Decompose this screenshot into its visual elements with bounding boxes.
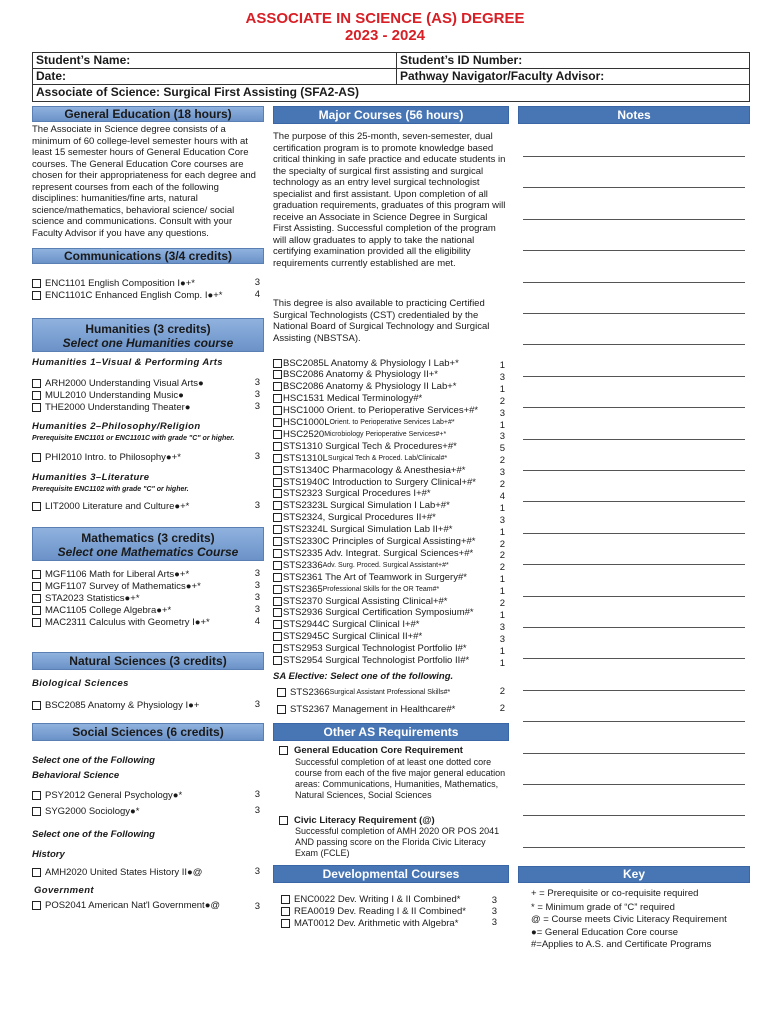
checkbox[interactable]	[32, 791, 41, 800]
list-item[interactable]: STS2330C Principles of Surgical Assisting+#*	[273, 536, 475, 548]
notes-heading: Notes	[518, 106, 750, 124]
checkbox[interactable]	[273, 406, 282, 415]
checkbox[interactable]	[273, 656, 282, 665]
checkbox[interactable]	[281, 919, 290, 928]
list-item[interactable]: STS2335 Adv. Integrat. Surgical Sciences+#*	[273, 547, 473, 559]
list-item[interactable]: HSC1000L Orient. to Perioperative Services Lab+#*	[273, 417, 455, 429]
checkbox[interactable]	[32, 701, 41, 710]
checkbox[interactable]	[32, 606, 41, 615]
note-line[interactable]	[523, 784, 745, 785]
list-item[interactable]: STS2361 The Art of Teamwork in Surgery#*	[273, 571, 467, 583]
checkbox[interactable]	[32, 618, 41, 627]
checkbox[interactable]	[277, 705, 286, 714]
note-line[interactable]	[523, 376, 745, 377]
note-line[interactable]	[523, 627, 745, 628]
student-id-field[interactable]: Student’s ID Number:	[400, 53, 523, 67]
list-item[interactable]: AMH2020 United States History II●@	[32, 866, 202, 878]
note-line[interactable]	[523, 721, 745, 722]
note-line[interactable]	[523, 815, 745, 816]
list-item[interactable]: MAT0012 Dev. Arithmetic with Algebra*	[281, 917, 458, 929]
mathematics-heading: Mathematics (3 credits) Select one Mathematics Course	[32, 527, 264, 561]
list-item[interactable]: BSC2086 Anatomy & Physiology II+*	[273, 369, 438, 381]
key-item: + = Prerequisite or co-requisite required	[531, 888, 699, 899]
note-line[interactable]	[523, 250, 745, 251]
checkbox[interactable]	[32, 807, 41, 816]
note-line[interactable]	[523, 439, 745, 440]
humanities-sub2: Humanities 2–Philosophy/Religion	[32, 421, 201, 432]
humanities-sub1: Humanities 1–Visual & Performing Arts	[32, 357, 223, 368]
list-item[interactable]: BSC2085L Anatomy & Physiology I Lab+*	[273, 357, 459, 369]
note-line[interactable]	[523, 533, 745, 534]
checkbox[interactable]	[273, 561, 282, 570]
list-item[interactable]: STS2944C Surgical Clinical I+#*	[273, 619, 420, 631]
list-item[interactable]: STS2954 Surgical Technologist Portfolio II#*	[273, 655, 469, 667]
page-year: 2023 - 2024	[344, 27, 426, 44]
checkbox[interactable]	[273, 382, 282, 391]
list-item[interactable]: ENC1101 English Composition I●+*	[32, 277, 195, 289]
list-item[interactable]: ARH2000 Understanding Visual Arts●	[32, 377, 204, 389]
gen-core-req-text: Successful completion of at least one dotted core course from each of the five major general education areas: Communications, Humanities, Mathematics, Natural Sciences, Social Sciences	[295, 757, 506, 800]
checkbox[interactable]	[279, 746, 288, 755]
list-item[interactable]: BSC2086 Anatomy & Physiology II Lab+*	[273, 381, 456, 393]
program-name: Associate of Science: Surgical First Assisting (SFA2-AS)	[36, 85, 359, 99]
checkbox[interactable]	[273, 585, 282, 594]
checkbox[interactable]	[273, 513, 282, 522]
social-sub3: Government	[34, 885, 94, 896]
checkbox[interactable]	[273, 597, 282, 606]
key-heading: Key	[518, 866, 750, 883]
checkbox[interactable]	[273, 537, 282, 546]
key-item: * = Minimum grade of “C” required	[531, 902, 675, 913]
advisor-field[interactable]: Pathway Navigator/Faculty Advisor:	[400, 69, 605, 83]
dev-heading: Developmental Courses	[273, 865, 509, 883]
list-item[interactable]: STS1940C Introduction to Surgery Clinical+#*	[273, 476, 476, 488]
list-item[interactable]: MUL2010 Understanding Music●	[32, 389, 184, 401]
natural-sciences-sub: Biological Sciences	[32, 678, 129, 689]
checkbox[interactable]	[32, 582, 41, 591]
list-item[interactable]: ENC1101C Enhanced English Comp. I●+*	[32, 289, 222, 301]
list-item[interactable]: STS1340C Pharmacology & Anesthesia+#*	[273, 464, 465, 476]
checkbox[interactable]	[273, 549, 282, 558]
key-item: #=Applies to A.S. and Certificate Programs	[531, 939, 712, 950]
note-line[interactable]	[523, 344, 745, 345]
list-item[interactable]: STS1310L Surgical Tech & Proced. Lab/Clinical#*	[273, 452, 447, 464]
note-line[interactable]	[523, 564, 745, 565]
checkbox[interactable]	[273, 418, 282, 427]
note-line[interactable]	[523, 219, 745, 220]
checkbox[interactable]	[281, 907, 290, 916]
checkbox[interactable]	[273, 466, 282, 475]
social-sub1: Behavioral Science	[32, 770, 120, 781]
list-item[interactable]: MGF1107 Survey of Mathematics●+*	[32, 580, 201, 592]
list-item[interactable]: STS2953 Surgical Technologist Portfolio I#*	[273, 643, 467, 655]
key-item: @ = Course meets Civic Literacy Requirement	[531, 914, 727, 925]
key-item: ●= General Education Core course	[531, 927, 678, 938]
note-line[interactable]	[523, 753, 745, 754]
checkbox[interactable]	[277, 688, 286, 697]
list-item[interactable]: STS2324, Surgical Procedures II+#*	[273, 512, 436, 524]
checkbox[interactable]	[32, 901, 41, 910]
list-item[interactable]: THE2000 Understanding Theater●	[32, 401, 191, 413]
checkbox[interactable]	[273, 359, 282, 368]
natural-sciences-heading: Natural Sciences (3 credits)	[32, 652, 264, 670]
list-item[interactable]: MAC2311 Calculus with Geometry I●+*	[32, 616, 210, 628]
checkbox[interactable]	[32, 279, 41, 288]
note-line[interactable]	[523, 690, 745, 691]
checkbox[interactable]	[273, 632, 282, 641]
checkbox[interactable]	[32, 570, 41, 579]
list-item[interactable]: ENC0022 Dev. Writing I & II Combined*	[281, 893, 461, 905]
elective-heading: SA Elective: Select one of the following.	[273, 671, 454, 682]
list-item[interactable]: REA0019 Dev. Reading I & II Combined*	[281, 905, 466, 917]
note-line[interactable]	[523, 470, 745, 471]
gen-core-req[interactable]: General Education Core Requirement	[279, 744, 463, 756]
checkbox[interactable]	[273, 644, 282, 653]
civic-req-text: Successful completion of AMH 2020 OR POS 2041 AND passing score on the Florida Civic Literacy Exam (FCLE)	[295, 826, 500, 858]
list-item[interactable]: MAC1105 College Algebra●+*	[32, 604, 171, 616]
humanities-sub3-note: Prerequisite ENC1102 with grade "C" or higher.	[32, 486, 189, 493]
civic-req[interactable]: Civic Literacy Requirement (@)	[279, 814, 435, 826]
list-item[interactable]: HSC1000 Orient. to Perioperative Services+#*	[273, 405, 478, 417]
note-line[interactable]	[523, 847, 745, 848]
social-select2: Select one of the Following	[32, 829, 155, 840]
page-title: ASSOCIATE IN SCIENCE (AS) DEGREE	[245, 10, 525, 27]
checkbox[interactable]	[273, 620, 282, 629]
humanities-sub2-note: Prerequisite ENC1101 or ENC1101C with grade "C" or higher.	[32, 435, 235, 442]
checkbox[interactable]	[273, 442, 282, 451]
checkbox[interactable]	[273, 430, 282, 439]
checkbox[interactable]	[281, 895, 290, 904]
communications-heading: Communications (3/4 credits)	[32, 248, 264, 264]
checkbox[interactable]	[32, 868, 41, 877]
checkbox[interactable]	[32, 379, 41, 388]
student-name-field[interactable]: Student’s Name:	[33, 53, 397, 68]
major-heading: Major Courses (56 hours)	[273, 106, 509, 124]
social-sub2: History	[32, 849, 65, 860]
list-item[interactable]: STS2945C Surgical Clinical II+#*	[273, 631, 422, 643]
list-item[interactable]: STS2936 Surgical Certification Symposium#*	[273, 607, 474, 619]
checkbox[interactable]	[273, 525, 282, 534]
student-info-table	[32, 52, 750, 102]
list-item[interactable]: STS2365 Professional Skills for the OR Team#*	[273, 583, 439, 595]
list-item[interactable]: HSC1531 Medical Terminology#*	[273, 393, 422, 405]
list-item[interactable]: STS2367 Management in Healthcare#*	[277, 703, 455, 715]
checkbox[interactable]	[32, 291, 41, 300]
list-item[interactable]: STS1310 Surgical Tech & Procedures+#*	[273, 440, 457, 452]
social-sciences-heading: Social Sciences (6 credits)	[32, 723, 264, 741]
major-para2: This degree is also available to practicing Certified Surgical Technologists (CST) credentialed by the National Board of Surgical Technology and Surgical Assisting (NBSTSA).	[273, 298, 490, 344]
checkbox[interactable]	[32, 453, 41, 462]
checkbox[interactable]	[273, 478, 282, 487]
note-line[interactable]	[523, 313, 745, 314]
note-line[interactable]	[523, 187, 745, 188]
checkbox[interactable]	[273, 573, 282, 582]
checkbox[interactable]	[32, 502, 41, 511]
list-item[interactable]: HSC2520 Microbiology Perioperative Services#+*	[273, 428, 446, 440]
gen-ed-heading: General Education (18 hours)	[32, 106, 264, 122]
list-item[interactable]: PSY2012 General Psychology●*	[32, 789, 182, 801]
date-field[interactable]: Date:	[33, 69, 397, 84]
checkbox[interactable]	[32, 594, 41, 603]
list-item[interactable]: LIT2000 Literature and Culture●+*	[32, 500, 189, 512]
list-item[interactable]: STA2023 Statistics●+*	[32, 592, 140, 604]
note-line[interactable]	[523, 407, 745, 408]
checkbox[interactable]	[32, 403, 41, 412]
checkbox[interactable]	[32, 391, 41, 400]
list-item[interactable]: STS2324L Surgical Simulation Lab II+#*	[273, 524, 452, 536]
checkbox[interactable]	[273, 454, 282, 463]
list-item[interactable]: STS2336 Adv. Surg. Proced. Surgical Assistant+#*	[273, 559, 449, 571]
list-item[interactable]: STS2323L Surgical Simulation I Lab+#*	[273, 500, 450, 512]
list-item[interactable]: POS2041 American Nat'l Government●@	[32, 899, 220, 911]
social-select1: Select one of the Following	[32, 755, 155, 766]
checkbox[interactable]	[273, 394, 282, 403]
list-item[interactable]: BSC2085 Anatomy & Physiology I●+	[32, 699, 199, 711]
list-item[interactable]: STS2366 Surgical Assistant Professional Skills#*	[277, 686, 450, 698]
note-line[interactable]	[523, 658, 745, 659]
note-line[interactable]	[523, 156, 745, 157]
checkbox[interactable]	[273, 501, 282, 510]
gen-ed-intro: The Associate in Science degree consists of a minimum of 60 college-level semester hours with at least 15 semester hours of General Education Core courses. The General Education Core courses are chosen for their appropriateness for each degree and represent courses from each of the following disciplines: humanities/fine arts, natural science/mathematics, behavioral science/ social science and communications. Consult with your Faculty Advisor if you have any questions.	[32, 124, 256, 239]
checkbox[interactable]	[279, 816, 288, 825]
list-item[interactable]: MGF1106 Math for Liberal Arts●+*	[32, 568, 189, 580]
list-item[interactable]: STS2323 Surgical Procedures I+#*	[273, 488, 431, 500]
checkbox[interactable]	[273, 608, 282, 617]
list-item[interactable]: STS2370 Surgical Assisting Clinical+#*	[273, 595, 448, 607]
major-para1: The purpose of this 25-month, seven-semester, dual certification program is to promote knowledge based critical thinking in safe practice and educate students in the specialty of surgical first assisting and surgical technology as an entry level surgical technologist specialist and first assistant. Upon completion of all graduation requirements, graduates of this program will receive an Associate in Science Degree in Surgical First Assisting. Successful completion of the program will allow graduates to apply to take the national certifying examination provided all the eligibility requirements currently established are met.	[273, 131, 506, 269]
list-item[interactable]: PHI2010 Intro. to Philosophy●+*	[32, 451, 181, 463]
humanities-sub3: Humanities 3–Literature	[32, 472, 150, 483]
list-item[interactable]: SYG2000 Sociology●*	[32, 805, 139, 817]
checkbox[interactable]	[273, 489, 282, 498]
other-req-heading: Other AS Requirements	[273, 723, 509, 741]
humanities-heading: Humanities (3 credits) Select one Humanities course	[32, 318, 264, 352]
note-line[interactable]	[523, 596, 745, 597]
checkbox[interactable]	[273, 370, 282, 379]
note-line[interactable]	[523, 501, 745, 502]
note-line[interactable]	[523, 282, 745, 283]
